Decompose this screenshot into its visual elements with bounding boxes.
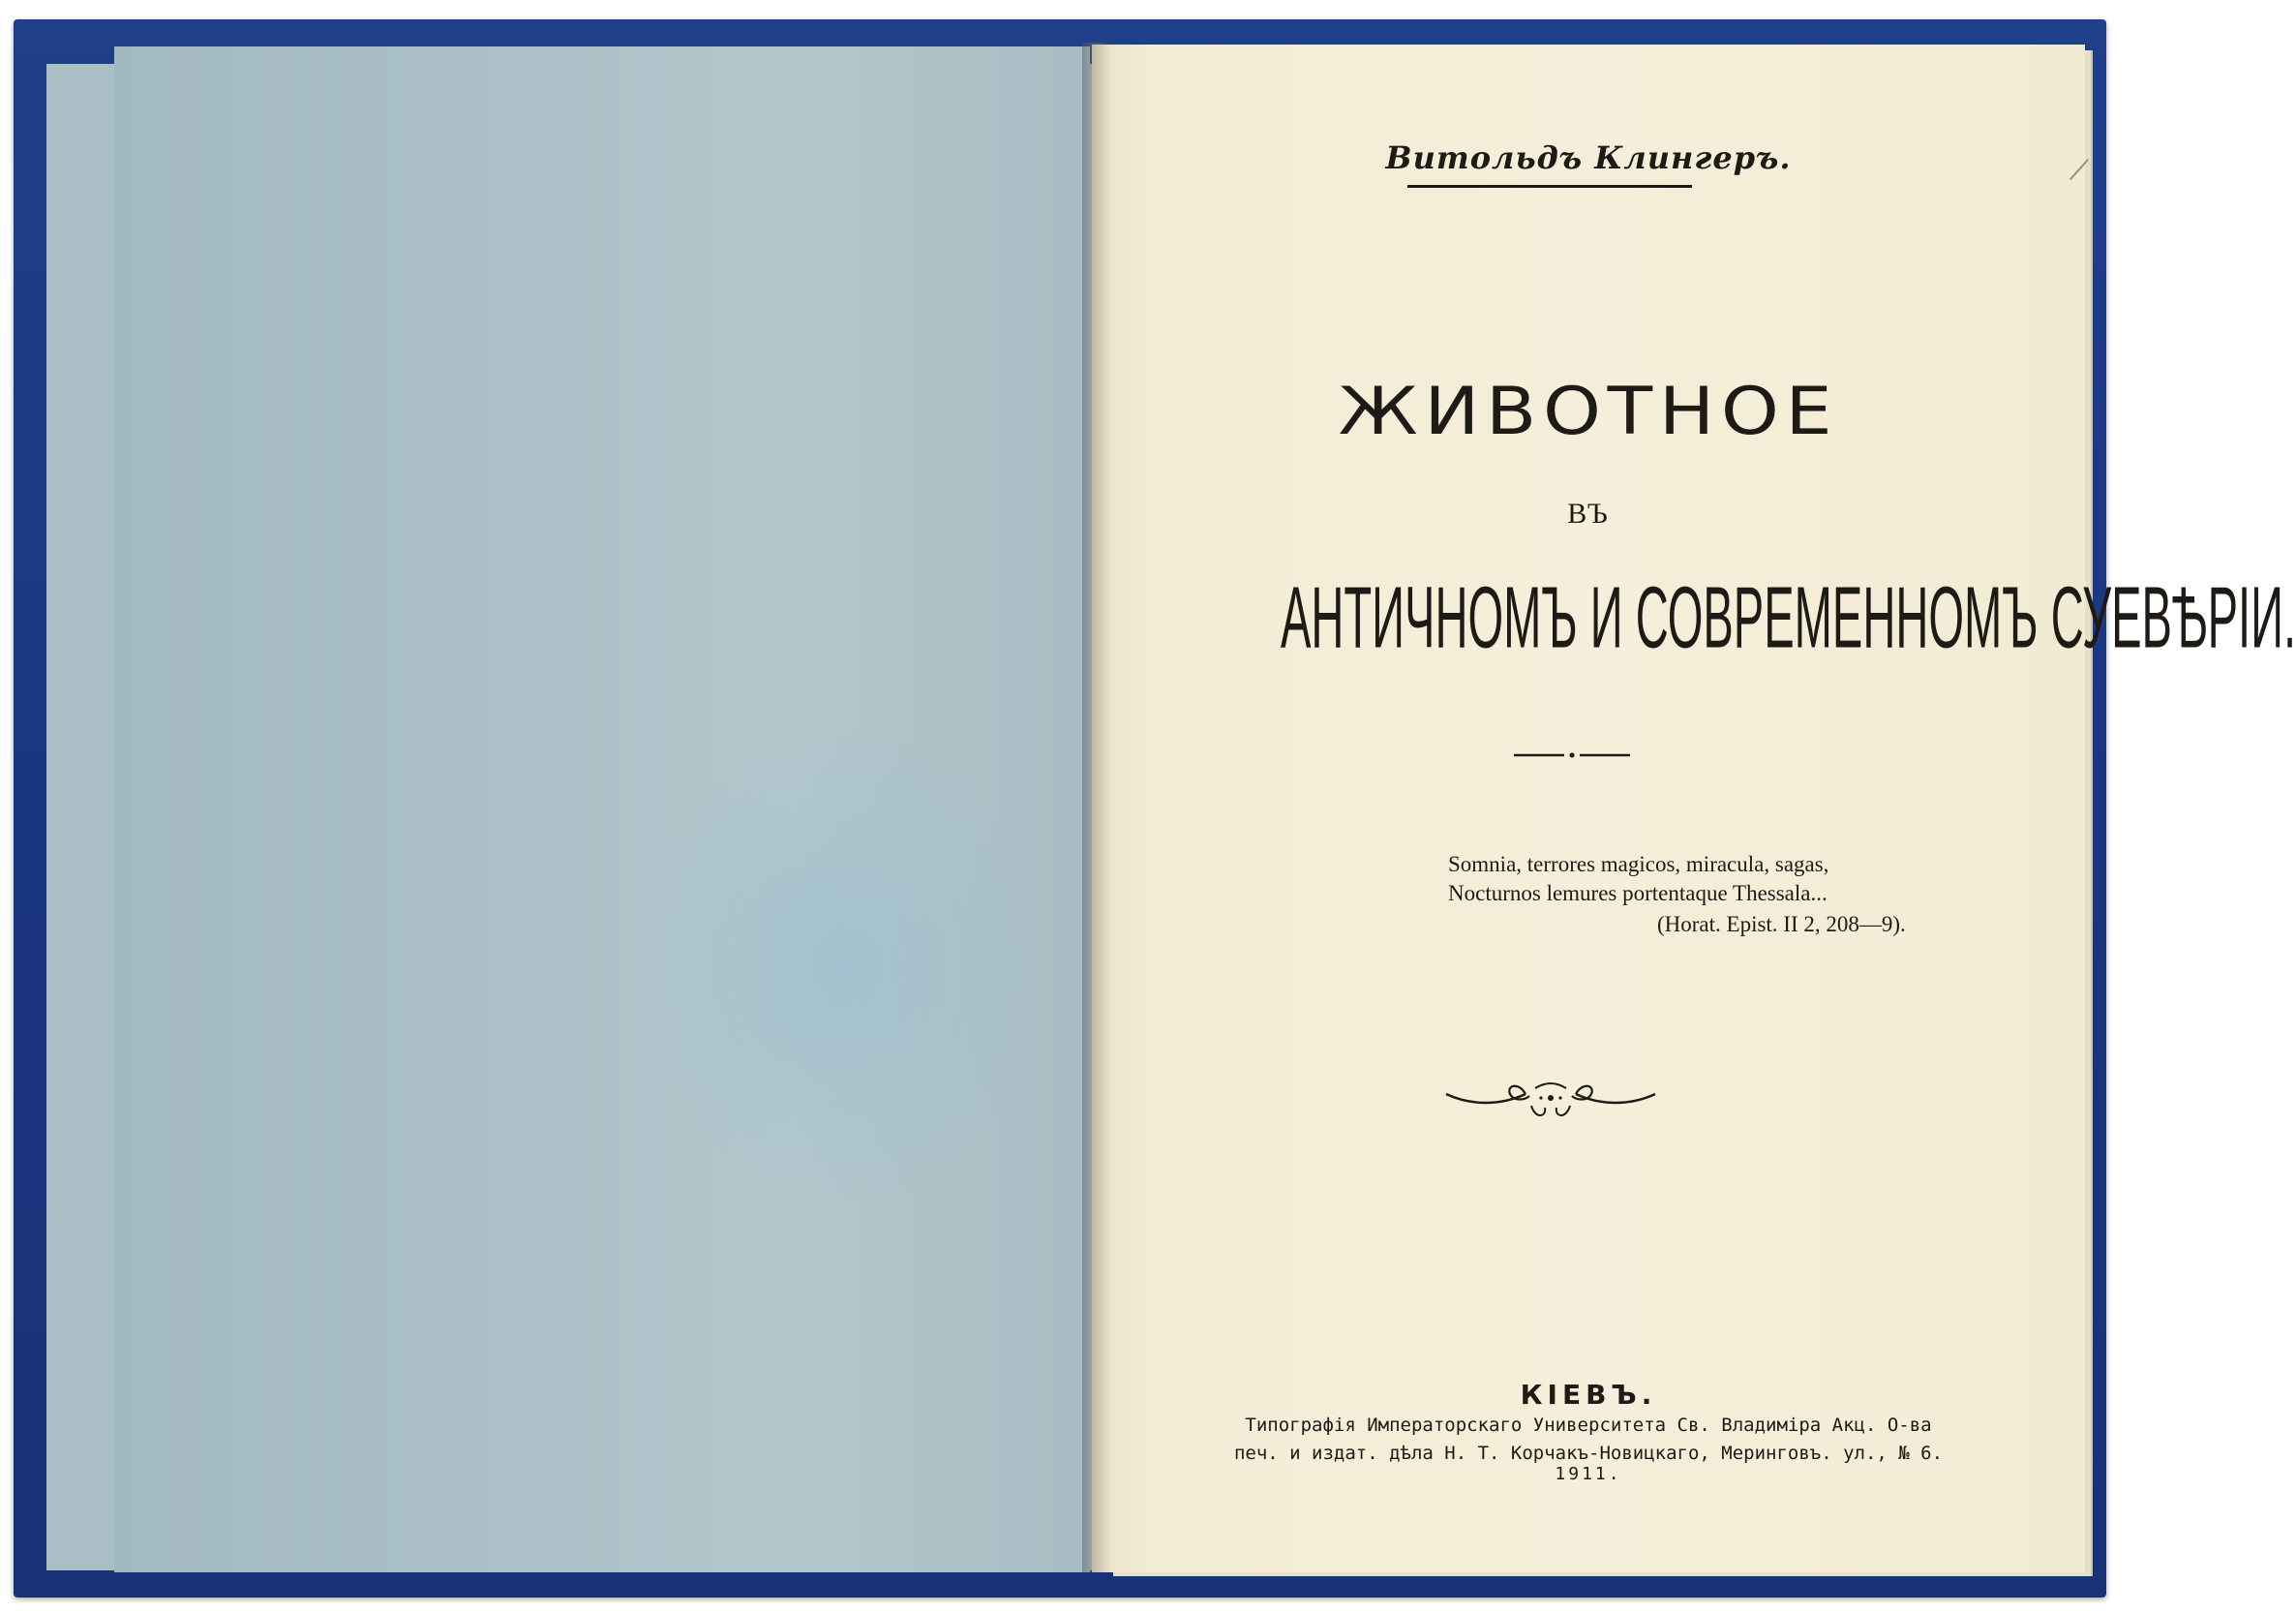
- book-gutter: [1082, 43, 1111, 1572]
- epigraph: [1448, 850, 1906, 939]
- printer-line: печ. и издат. дѣла Н. Т. Корчакъ-Новицкаго, Меринговъ. ул., № 6.: [1233, 1443, 1944, 1464]
- epigraph-line: Somnia, terrores magicos, miracula, sagas,: [1448, 852, 1829, 876]
- book-subtitle: АНТИЧНОМЪ И СОВРЕМЕННОМЪ СУЕВѢРІИ.: [1280, 569, 2296, 667]
- author-name: Витольдъ Клингеръ.: [1385, 139, 1792, 176]
- printer-line: Типографія Императорскаго Университета Св. Владиміра Акц. О-ва: [1245, 1415, 1932, 1436]
- title-page: [1092, 45, 2296, 1572]
- book-title: ЖИВОТНОЕ: [1338, 374, 1839, 450]
- ornament-flourish: [1442, 1077, 1659, 1123]
- left-endpaper: [114, 46, 1090, 1572]
- imprint-year: 1911.: [1555, 1464, 1622, 1484]
- epigraph-reference: (Horat. Epist. II 2, 208—9).: [1657, 912, 1906, 936]
- imprint-city: КІЕВЪ.: [1520, 1379, 1657, 1411]
- epigraph-line: Nocturnos lemures portentaque Thessala...: [1448, 881, 1828, 905]
- author-underline: [1407, 185, 1692, 188]
- imprint-printer: [1092, 1412, 2085, 1468]
- title-preposition: ВЪ: [1567, 498, 1610, 530]
- title-divider-rule: [1514, 749, 1630, 761]
